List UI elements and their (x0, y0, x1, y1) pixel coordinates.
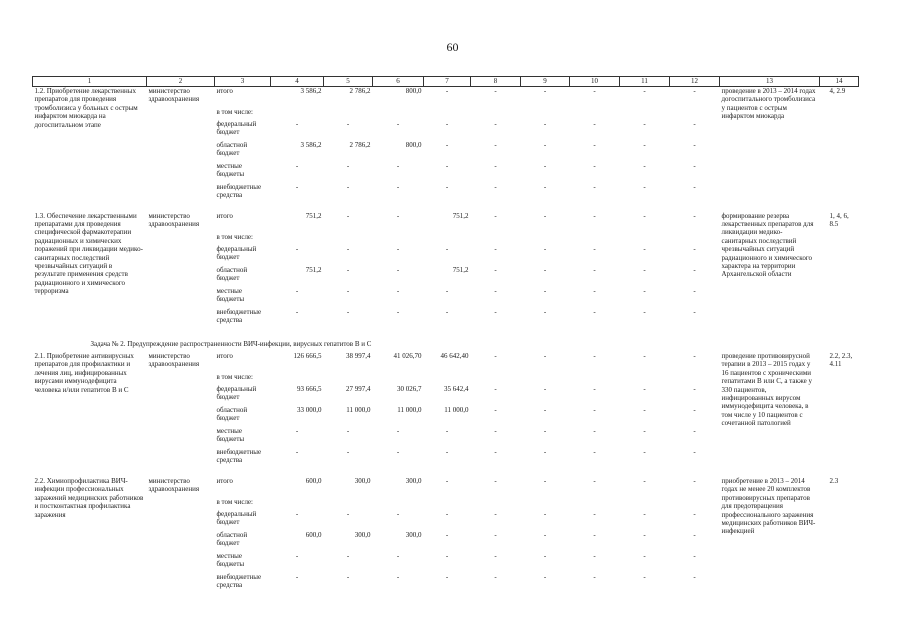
amount-cell: - (346, 509, 350, 518)
amount-cell: - (543, 426, 547, 435)
amount-cell: - (543, 447, 547, 456)
amount-cell: - (396, 161, 400, 170)
amount-cell: - (396, 119, 400, 128)
expected-result: приобретение в 2013 – 2014 годах не менее 20 комплектов противовирусных препаратов для предотвращения профессионального заражения медицинских работников ВИЧ-инфекцией (721, 476, 816, 536)
amount-cell: - (643, 509, 646, 518)
amount-cell: - (643, 286, 646, 295)
amount-cell: - (543, 265, 547, 274)
funding-source: внебюджетные средства (216, 447, 262, 465)
amount-cell: - (445, 307, 449, 316)
column-header: 3 (215, 77, 271, 87)
column-header: 6 (373, 77, 424, 87)
amount-cell: - (295, 426, 299, 435)
target-indicators: 2.3 (829, 476, 839, 485)
amount-cell: - (494, 182, 497, 191)
amount-cell: 600,0 (305, 476, 322, 485)
funding-source: областной бюджет (216, 140, 248, 157)
amount-cell: - (295, 286, 299, 295)
amount-cell (471, 233, 521, 245)
amount-cell: - (494, 140, 497, 149)
column-header: 10 (570, 77, 620, 87)
amount-cell: - (643, 119, 646, 128)
funding-source: итого (216, 351, 233, 360)
amount-cell: - (593, 476, 596, 485)
amount-cell (271, 498, 324, 510)
funding-source: федеральный бюджет (216, 119, 257, 136)
amount-cell: - (593, 87, 596, 95)
amount-cell (271, 233, 324, 245)
amount-cell (620, 373, 670, 385)
executor: министерство здравоохранения (148, 211, 200, 228)
amount-cell: - (295, 447, 299, 456)
funding-source: внебюджетные средства (216, 182, 262, 199)
amount-cell: - (693, 244, 696, 253)
funding-source: в том числе: (216, 372, 253, 381)
amount-cell: - (593, 530, 596, 539)
amount-cell: - (643, 265, 646, 274)
amount-cell: - (445, 426, 449, 435)
amount-cell: 600,0 (305, 530, 322, 539)
amount-cell: - (295, 307, 299, 316)
funding-source: областной бюджет (216, 405, 248, 423)
expected-result: формирование резерва лекарственных препаратов для ликвидации медико-санитарных последствий чрезвычайных ситуаций радиационного и химического характера на территории Архангельской области (721, 211, 814, 279)
amount-cell: - (396, 265, 400, 274)
amount-cell: - (693, 405, 696, 414)
column-header: 9 (521, 77, 570, 87)
amount-cell: 11 000,0 (397, 405, 422, 414)
amount-cell: - (543, 119, 547, 128)
amount-cell: - (346, 572, 350, 581)
program-table (32, 76, 858, 602)
amount-cell: - (494, 572, 497, 581)
amount-cell: - (346, 161, 350, 170)
amount-cell: - (396, 211, 400, 220)
amount-cell: - (543, 140, 547, 149)
amount-cell: - (396, 307, 400, 316)
amount-cell (424, 373, 471, 385)
funding-source: внебюджетные средства (216, 572, 262, 590)
amount-cell: - (643, 384, 646, 393)
amount-cell: - (494, 265, 497, 274)
amount-cell: 38 997,4 (346, 351, 371, 360)
amount-cell: - (643, 140, 646, 149)
amount-cell: - (693, 211, 696, 220)
amount-cell: - (445, 572, 449, 581)
amount-cell: - (346, 307, 350, 316)
amount-cell: - (693, 572, 696, 581)
amount-cell (570, 108, 620, 120)
block-spacer (33, 329, 859, 337)
amount-cell: - (693, 426, 696, 435)
amount-cell: 300,0 (405, 476, 422, 485)
task-heading: Задача № 2. Предупреждение распространенности ВИЧ-инфекции, вирусных гепатитов В и С (90, 339, 372, 348)
column-header: 13 (720, 77, 820, 87)
amount-cell: - (494, 286, 497, 295)
amount-cell: - (494, 476, 497, 485)
amount-cell: 3 586,2 (300, 140, 322, 149)
funding-source: итого (216, 476, 233, 485)
column-header: 7 (424, 77, 471, 87)
amount-cell (424, 108, 471, 120)
amount-cell: - (346, 286, 350, 295)
amount-cell: - (445, 140, 449, 149)
amount-cell: - (295, 244, 299, 253)
amount-cell: - (494, 244, 497, 253)
amount-cell: - (643, 87, 646, 95)
funding-source: внебюджетные средства (216, 307, 262, 324)
column-header: 5 (324, 77, 373, 87)
expected-result: проведение в 2013 – 2014 годах догоспитального тромболизиса у пациентов с острым инфарктом миокарда (721, 87, 816, 121)
amount-cell (521, 498, 570, 510)
target-indicators: 4, 2.9 (829, 87, 846, 95)
amount-cell: - (593, 182, 596, 191)
amount-cell: 300,0 (354, 476, 371, 485)
amount-cell (570, 373, 620, 385)
amount-cell: - (543, 384, 547, 393)
amount-cell: - (543, 307, 547, 316)
amount-cell: - (295, 119, 299, 128)
amount-cell: - (643, 426, 646, 435)
amount-cell: - (494, 405, 497, 414)
amount-cell: - (693, 182, 696, 191)
amount-cell: - (494, 119, 497, 128)
amount-cell (620, 498, 670, 510)
amount-cell (471, 108, 521, 120)
amount-cell: - (643, 161, 646, 170)
amount-cell: 11 000,0 (346, 405, 371, 414)
amount-cell: - (593, 119, 596, 128)
table-row (33, 212, 859, 233)
amount-cell: - (346, 426, 350, 435)
amount-cell: - (543, 572, 547, 581)
activity-name: 2.1. Приобретение антивирусных препаратов для профилактики и лечения лиц, инфицированных вирусами иммунодефицита человека и/или гепатитов В и С (34, 351, 134, 394)
amount-cell (324, 108, 373, 120)
amount-cell: - (445, 286, 449, 295)
funding-source: федеральный бюджет (216, 509, 257, 527)
amount-cell: - (445, 182, 449, 191)
amount-cell: - (494, 384, 497, 393)
amount-cell: - (445, 447, 449, 456)
amount-cell: - (494, 211, 497, 220)
funding-source: федеральный бюджет (216, 384, 257, 402)
amount-cell: - (494, 426, 497, 435)
amount-cell: 751,2 (305, 211, 322, 220)
amount-cell: - (693, 265, 696, 274)
amount-cell: - (593, 211, 596, 220)
amount-cell (670, 108, 720, 120)
amount-cell (570, 498, 620, 510)
amount-cell: - (643, 351, 646, 360)
amount-cell: - (445, 87, 449, 95)
funding-source: федеральный бюджет (216, 244, 257, 261)
block-spacer (33, 204, 859, 212)
amount-cell: - (543, 476, 547, 485)
amount-cell (471, 373, 521, 385)
amount-cell: - (593, 447, 596, 456)
activity-name: 2.2. Химиопрофилактика ВИЧ-инфекции профессиональных заражений медицинских работников и постконтактная профилактика заражения (34, 476, 144, 519)
amount-cell: - (494, 307, 497, 316)
amount-cell: - (693, 87, 696, 95)
amount-cell: 46 642,40 (440, 351, 469, 360)
amount-cell: - (693, 351, 696, 360)
amount-cell: 751,2 (305, 265, 322, 274)
funding-source: в том числе: (216, 497, 253, 506)
amount-cell: - (643, 405, 646, 414)
amount-cell: - (643, 211, 646, 220)
amount-cell: - (346, 244, 350, 253)
amount-cell (521, 373, 570, 385)
amount-cell: - (396, 182, 400, 191)
amount-cell (373, 233, 424, 245)
amount-cell (324, 233, 373, 245)
amount-cell: - (295, 182, 299, 191)
amount-cell: 30 026,7 (397, 384, 422, 393)
amount-cell: 126 666,5 (293, 351, 322, 360)
column-header: 12 (670, 77, 720, 87)
amount-cell: - (445, 530, 449, 539)
amount-cell: - (693, 119, 696, 128)
amount-cell: - (445, 551, 449, 560)
amount-cell: - (693, 530, 696, 539)
funding-source: в том числе: (216, 232, 253, 241)
executor: министерство здравоохранения (148, 87, 200, 104)
amount-cell: - (693, 307, 696, 316)
funding-source: местные бюджеты (216, 286, 245, 303)
amount-cell (570, 233, 620, 245)
amount-cell: - (543, 211, 547, 220)
amount-cell: - (643, 307, 646, 316)
funding-source: итого (216, 211, 233, 220)
amount-cell: - (445, 244, 449, 253)
column-header: 1 (33, 77, 147, 87)
table-row (33, 352, 859, 373)
amount-cell (373, 108, 424, 120)
amount-cell: - (346, 447, 350, 456)
amount-cell: - (693, 286, 696, 295)
amount-cell: - (445, 119, 449, 128)
amount-cell: 300,0 (405, 530, 422, 539)
amount-cell: - (445, 161, 449, 170)
task-row (33, 337, 859, 352)
amount-cell: - (693, 384, 696, 393)
amount-cell: - (396, 572, 400, 581)
amount-cell (324, 373, 373, 385)
amount-cell: - (445, 476, 449, 485)
amount-cell (670, 373, 720, 385)
amount-cell: - (643, 476, 646, 485)
amount-cell: 93 666,5 (297, 384, 322, 393)
amount-cell: - (295, 572, 299, 581)
amount-cell: - (593, 405, 596, 414)
amount-cell: - (543, 405, 547, 414)
amount-cell: - (445, 509, 449, 518)
funding-source: местные бюджеты (216, 551, 245, 569)
amount-cell: - (593, 161, 596, 170)
amount-cell: - (593, 551, 596, 560)
page-number: 60 (446, 40, 459, 54)
amount-cell (373, 498, 424, 510)
amount-cell: - (494, 530, 497, 539)
amount-cell: - (543, 244, 547, 253)
amount-cell (424, 233, 471, 245)
amount-cell (324, 498, 373, 510)
amount-cell: 41 026,70 (393, 351, 422, 360)
amount-cell: - (346, 265, 350, 274)
header-row (33, 77, 859, 87)
amount-cell: - (593, 244, 596, 253)
amount-cell: 751,2 (452, 211, 469, 220)
amount-cell: - (396, 447, 400, 456)
funding-source: итого (216, 87, 233, 95)
amount-cell: - (295, 161, 299, 170)
amount-cell: - (295, 551, 299, 560)
funding-source: областной бюджет (216, 530, 248, 548)
amount-cell (373, 373, 424, 385)
block-spacer (33, 469, 859, 477)
amount-cell: - (593, 509, 596, 518)
funding-source: местные бюджеты (216, 426, 245, 444)
amount-cell: - (543, 551, 547, 560)
amount-cell: 27 997,4 (346, 384, 371, 393)
target-indicators: 2.2, 2.3, 4.11 (829, 351, 853, 369)
amount-cell: - (346, 551, 350, 560)
column-header: 8 (471, 77, 521, 87)
amount-cell: 751,2 (452, 265, 469, 274)
amount-cell: - (494, 447, 497, 456)
funding-source: местные бюджеты (216, 161, 245, 178)
amount-cell (471, 498, 521, 510)
amount-cell: - (494, 351, 497, 360)
funding-source: в том числе: (216, 107, 253, 116)
amount-cell: - (593, 384, 596, 393)
amount-cell: - (693, 140, 696, 149)
amount-cell: - (494, 509, 497, 518)
amount-cell: - (494, 551, 497, 560)
column-header: 14 (820, 77, 859, 87)
amount-cell: - (693, 476, 696, 485)
target-indicators: 1, 4, 6, 8.5 (829, 211, 849, 228)
amount-cell: 35 642,4 (444, 384, 469, 393)
funding-source: областной бюджет (216, 265, 248, 282)
amount-cell (521, 108, 570, 120)
amount-cell: 33 000,0 (297, 405, 322, 414)
amount-cell: - (593, 307, 596, 316)
amount-cell: - (543, 161, 547, 170)
amount-cell: - (346, 211, 350, 220)
amount-cell: - (643, 530, 646, 539)
amount-cell: - (543, 509, 547, 518)
amount-cell: 800,0 (405, 87, 422, 95)
amount-cell: 300,0 (354, 530, 371, 539)
amount-cell: - (543, 182, 547, 191)
amount-cell: - (593, 265, 596, 274)
amount-cell (521, 233, 570, 245)
amount-cell (424, 498, 471, 510)
table-row (33, 87, 859, 108)
amount-cell: - (543, 87, 547, 95)
amount-cell: - (396, 286, 400, 295)
amount-cell: - (693, 161, 696, 170)
executor: министерство здравоохранения (148, 351, 200, 369)
amount-cell: - (295, 509, 299, 518)
amount-cell: - (593, 286, 596, 295)
amount-cell: 800,0 (405, 140, 422, 149)
column-header: 11 (620, 77, 670, 87)
amount-cell: - (543, 351, 547, 360)
amount-cell: 11 000,0 (444, 405, 469, 414)
amount-cell (271, 108, 324, 120)
amount-cell: - (593, 426, 596, 435)
executor: министерство здравоохранения (148, 476, 200, 494)
amount-cell: - (593, 351, 596, 360)
amount-cell: - (643, 551, 646, 560)
amount-cell: - (396, 551, 400, 560)
amount-cell: - (494, 87, 497, 95)
amount-cell: - (543, 530, 547, 539)
amount-cell: - (543, 286, 547, 295)
amount-cell (271, 373, 324, 385)
amount-cell: - (693, 447, 696, 456)
amount-cell: - (346, 119, 350, 128)
amount-cell: - (643, 182, 646, 191)
expected-result: проведение противовирусной терапии в 2013 – 2015 годах у 16 пациентов с хроническими гепатитами В или С, а также у 330 пациентов, инфицированных вирусом иммунодефицита человека, в том числе у 10 пациентов с сочетанной патологией (721, 351, 812, 428)
activity-name: 1.3. Обеспечение лекарственными препаратами для проведения специфической фармакотерапии радиационных и химических поражений при ликвидации медико-санитарных последствий чрезвычайных ситуаций в результате применения средств радиационного и химического терроризма (34, 211, 143, 296)
column-header: 2 (147, 77, 215, 87)
amount-cell: - (396, 426, 400, 435)
amount-cell: - (346, 182, 350, 191)
amount-cell: - (593, 572, 596, 581)
amount-cell: - (693, 551, 696, 560)
amount-cell: - (643, 244, 646, 253)
amount-cell: - (593, 140, 596, 149)
table-row (33, 477, 859, 498)
amount-cell (670, 233, 720, 245)
amount-cell: - (494, 161, 497, 170)
amount-cell (620, 233, 670, 245)
amount-cell: - (693, 509, 696, 518)
activity-name: 1.2. Приобретение лекарственных препаратов для проведения тромболизиса у больных с острым инфарктом миокарда на догоспитальном этапе (34, 87, 138, 129)
amount-cell (670, 498, 720, 510)
amount-cell (620, 108, 670, 120)
amount-cell: 3 586,2 (300, 87, 322, 95)
amount-cell: - (643, 572, 646, 581)
amount-cell: - (396, 244, 400, 253)
amount-cell: - (643, 447, 646, 456)
amount-cell: 2 786,2 (349, 140, 371, 149)
amount-cell: - (396, 509, 400, 518)
amount-cell: 2 786,2 (349, 87, 371, 95)
block-spacer (33, 594, 859, 602)
column-header: 4 (271, 77, 324, 87)
